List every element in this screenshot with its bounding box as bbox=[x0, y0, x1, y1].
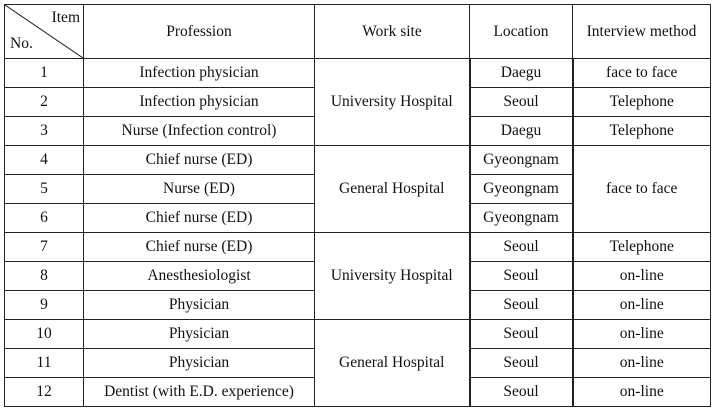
interview-method-cell: face to face bbox=[573, 146, 711, 233]
row-number: 2 bbox=[5, 88, 84, 117]
row-number: 10 bbox=[5, 320, 84, 349]
row-number: 7 bbox=[5, 233, 84, 262]
interview-method-cell: on-line bbox=[573, 349, 711, 378]
location-cell: Seoul bbox=[470, 349, 573, 378]
location-cell: Gyeongnam bbox=[470, 146, 573, 175]
row-number: 3 bbox=[5, 117, 84, 146]
profession-cell: Physician bbox=[84, 320, 315, 349]
location-cell: Seoul bbox=[470, 233, 573, 262]
header-no-label: No. bbox=[10, 35, 33, 52]
interview-method-cell: Telephone bbox=[573, 117, 711, 146]
location-cell: Seoul bbox=[470, 320, 573, 349]
work-site-cell: General Hospital bbox=[315, 320, 470, 407]
interview-method-cell: on-line bbox=[573, 320, 711, 349]
profession-cell: Infection physician bbox=[84, 88, 315, 117]
header-interview-method: Interview method bbox=[573, 5, 711, 59]
location-cell: Gyeongnam bbox=[470, 204, 573, 233]
profession-cell: Nurse (Infection control) bbox=[84, 117, 315, 146]
location-cell: Seoul bbox=[470, 291, 573, 320]
header-location: Location bbox=[470, 5, 573, 59]
profession-cell: Chief nurse (ED) bbox=[84, 233, 315, 262]
header-profession: Profession bbox=[84, 5, 315, 59]
interview-method-cell: Telephone bbox=[573, 233, 711, 262]
table-row bbox=[5, 233, 711, 262]
header-row bbox=[5, 5, 711, 59]
row-number: 1 bbox=[5, 59, 84, 88]
interview-method-cell: on-line bbox=[573, 378, 711, 407]
location-cell: Daegu bbox=[470, 59, 573, 88]
profession-cell: Dentist (with E.D. experience) bbox=[84, 378, 315, 407]
location-cell: Seoul bbox=[470, 88, 573, 117]
location-cell: Daegu bbox=[470, 117, 573, 146]
table-row bbox=[5, 59, 711, 88]
row-number: 6 bbox=[5, 204, 84, 233]
row-number: 5 bbox=[5, 175, 84, 204]
interview-method-cell: on-line bbox=[573, 291, 711, 320]
row-number: 9 bbox=[5, 291, 84, 320]
header-item-no-cell bbox=[5, 5, 84, 59]
profession-cell: Anesthesiologist bbox=[84, 262, 315, 291]
profession-cell: Physician bbox=[84, 291, 315, 320]
profession-cell: Physician bbox=[84, 349, 315, 378]
row-number: 4 bbox=[5, 146, 84, 175]
location-cell: Seoul bbox=[470, 262, 573, 291]
interview-method-cell: Telephone bbox=[573, 88, 711, 117]
row-number: 11 bbox=[5, 349, 84, 378]
header-work-site: Work site bbox=[315, 5, 470, 59]
work-site-cell: University Hospital bbox=[315, 233, 470, 320]
header-item-label: Item bbox=[51, 9, 80, 26]
table-row bbox=[5, 146, 711, 175]
profession-cell: Chief nurse (ED) bbox=[84, 204, 315, 233]
profession-cell: Infection physician bbox=[84, 59, 315, 88]
profession-cell: Nurse (ED) bbox=[84, 175, 315, 204]
interview-table bbox=[4, 4, 711, 407]
work-site-cell: General Hospital bbox=[315, 146, 470, 233]
profession-cell: Chief nurse (ED) bbox=[84, 146, 315, 175]
location-cell: Gyeongnam bbox=[470, 175, 573, 204]
row-number: 12 bbox=[5, 378, 84, 407]
location-cell: Seoul bbox=[470, 378, 573, 407]
row-number: 8 bbox=[5, 262, 84, 291]
table-row bbox=[5, 320, 711, 349]
interview-method-cell: face to face bbox=[573, 59, 711, 88]
interview-method-cell: on-line bbox=[573, 262, 711, 291]
work-site-cell: University Hospital bbox=[315, 59, 470, 146]
